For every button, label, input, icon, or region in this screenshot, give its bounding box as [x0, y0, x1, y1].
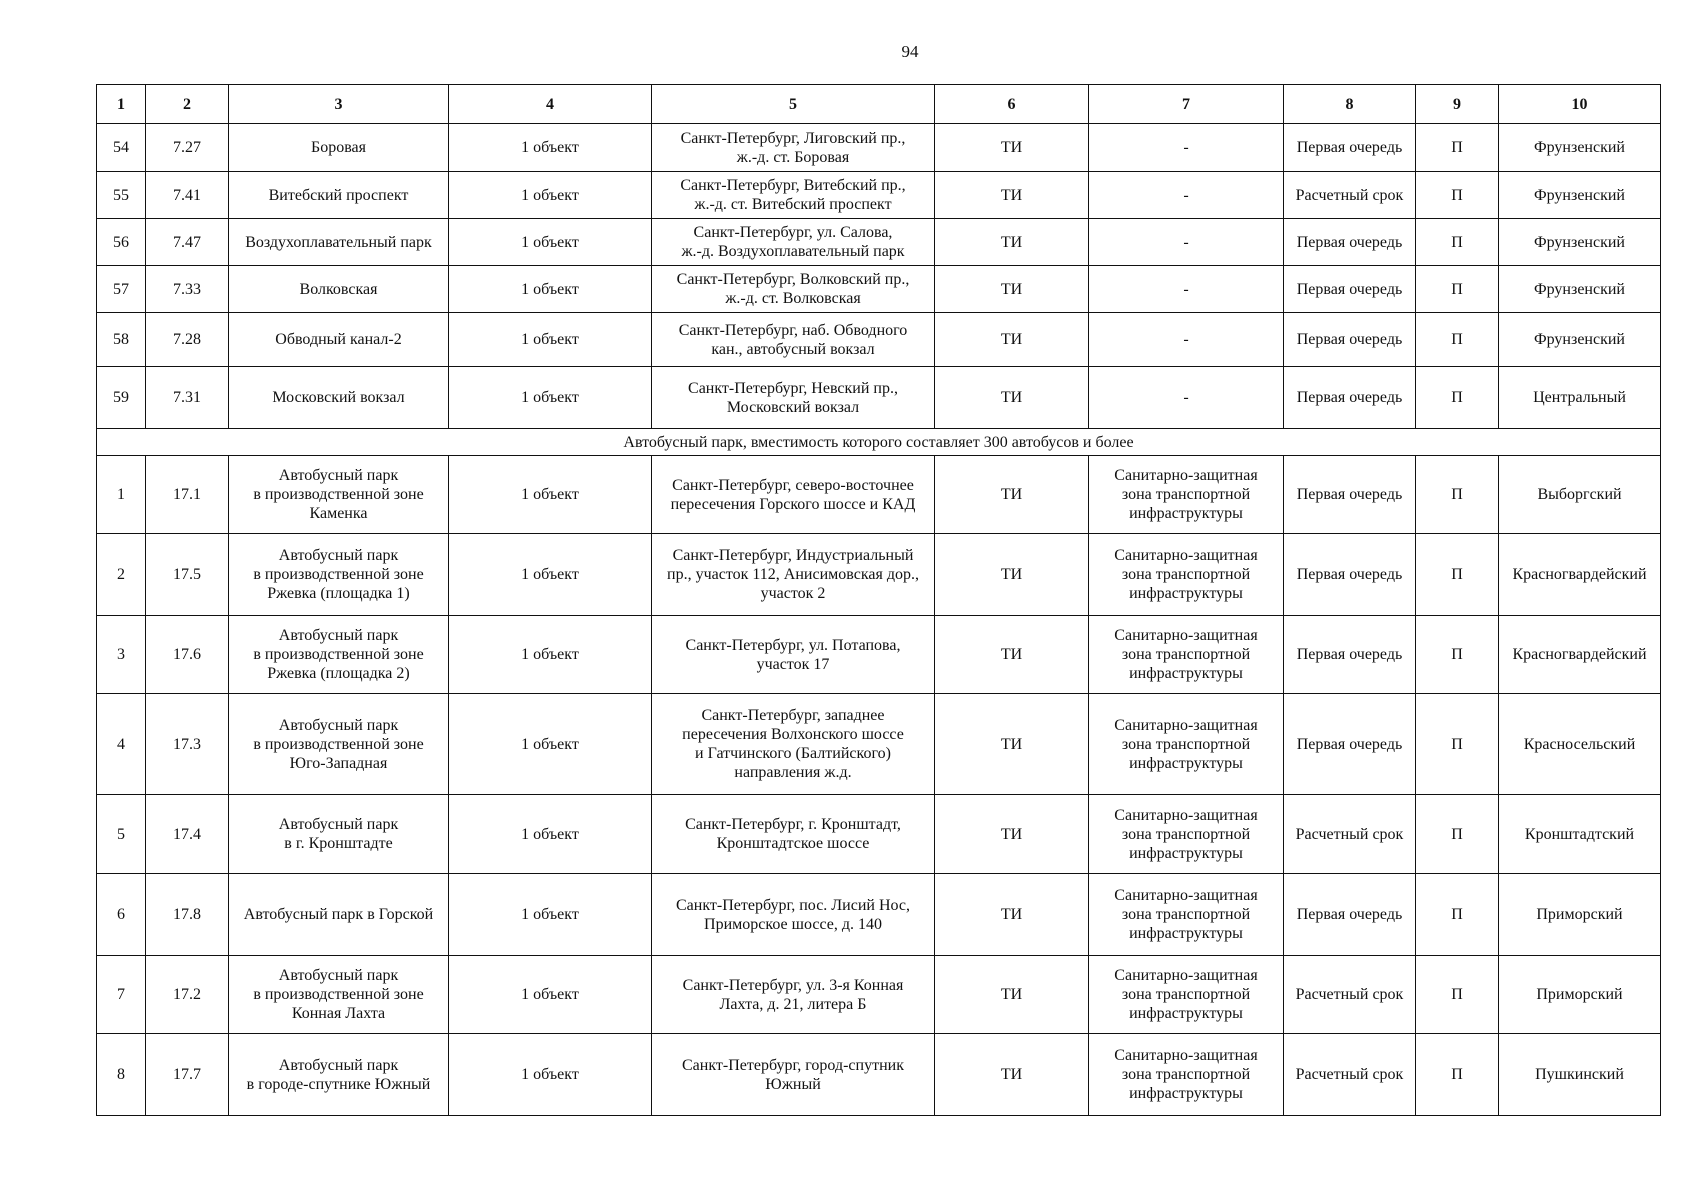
row-stage: Первая очередь — [1284, 367, 1416, 429]
row-number: 1 — [97, 456, 146, 534]
row-location: Санкт-Петербург, г. Кронштадт, Кронштадтское шоссе — [652, 795, 935, 874]
row-stage: Расчетный срок — [1284, 172, 1416, 219]
row-stage: Первая очередь — [1284, 124, 1416, 172]
row-code: 17.5 — [146, 534, 229, 616]
row-number: 58 — [97, 313, 146, 367]
table-row — [97, 124, 1661, 172]
row-district: Красногвардейский — [1499, 616, 1661, 694]
row-location: Санкт-Петербург, Витебский пр., ж.-д. ст. Витебский проспект — [652, 172, 935, 219]
table-row — [97, 367, 1661, 429]
row-stage: Первая очередь — [1284, 534, 1416, 616]
row-status: П — [1416, 266, 1499, 313]
row-type: ТИ — [935, 172, 1089, 219]
row-district: Фрунзенский — [1499, 266, 1661, 313]
row-type: ТИ — [935, 795, 1089, 874]
row-district: Центральный — [1499, 367, 1661, 429]
row-count: 1 объект — [449, 456, 652, 534]
table-row — [97, 456, 1661, 534]
section-title: Автобусный парк, вместимость которого составляет 300 автобусов и более — [97, 429, 1661, 456]
row-stage: Первая очередь — [1284, 313, 1416, 367]
row-count: 1 объект — [449, 795, 652, 874]
row-number: 57 — [97, 266, 146, 313]
row-code: 17.1 — [146, 456, 229, 534]
row-stage: Первая очередь — [1284, 874, 1416, 956]
row-location: Санкт-Петербург, город-спутник Южный — [652, 1034, 935, 1116]
row-number: 55 — [97, 172, 146, 219]
row-stage: Первая очередь — [1284, 616, 1416, 694]
row-status: П — [1416, 172, 1499, 219]
row-name: Автобусный парк в городе-спутнике Южный — [229, 1034, 449, 1116]
row-name: Витебский проспект — [229, 172, 449, 219]
row-district: Пушкинский — [1499, 1034, 1661, 1116]
row-zone: - — [1089, 367, 1284, 429]
row-location: Санкт-Петербург, Невский пр., Московский вокзал — [652, 367, 935, 429]
row-location: Санкт-Петербург, Лиговский пр., ж.-д. ст. Боровая — [652, 124, 935, 172]
column-header: 1 — [97, 85, 146, 124]
row-type: ТИ — [935, 219, 1089, 266]
section-row — [97, 429, 1661, 456]
row-code: 7.47 — [146, 219, 229, 266]
row-status: П — [1416, 456, 1499, 534]
table-row — [97, 956, 1661, 1034]
row-count: 1 объект — [449, 367, 652, 429]
row-zone: Санитарно-защитная зона транспортной инфраструктуры — [1089, 795, 1284, 874]
row-code: 17.7 — [146, 1034, 229, 1116]
row-number: 54 — [97, 124, 146, 172]
row-zone: - — [1089, 313, 1284, 367]
row-district: Кронштадтский — [1499, 795, 1661, 874]
row-code: 7.41 — [146, 172, 229, 219]
row-code: 17.3 — [146, 694, 229, 795]
row-count: 1 объект — [449, 124, 652, 172]
row-zone: - — [1089, 266, 1284, 313]
row-status: П — [1416, 313, 1499, 367]
row-number: 7 — [97, 956, 146, 1034]
row-district: Приморский — [1499, 874, 1661, 956]
column-header: 9 — [1416, 85, 1499, 124]
row-zone: Санитарно-защитная зона транспортной инфраструктуры — [1089, 694, 1284, 795]
row-type: ТИ — [935, 313, 1089, 367]
row-stage: Первая очередь — [1284, 456, 1416, 534]
row-zone: - — [1089, 124, 1284, 172]
row-name: Боровая — [229, 124, 449, 172]
row-number: 3 — [97, 616, 146, 694]
row-number: 56 — [97, 219, 146, 266]
row-district: Приморский — [1499, 956, 1661, 1034]
row-type: ТИ — [935, 367, 1089, 429]
column-header: 5 — [652, 85, 935, 124]
row-district: Выборгский — [1499, 456, 1661, 534]
row-name: Автобусный парк в производственной зоне Ржевка (площадка 2) — [229, 616, 449, 694]
row-location: Санкт-Петербург, наб. Обводного кан., автобусный вокзал — [652, 313, 935, 367]
row-district: Красносельский — [1499, 694, 1661, 795]
row-status: П — [1416, 367, 1499, 429]
row-number: 4 — [97, 694, 146, 795]
row-district: Фрунзенский — [1499, 313, 1661, 367]
row-code: 17.6 — [146, 616, 229, 694]
row-stage: Первая очередь — [1284, 266, 1416, 313]
row-number: 5 — [97, 795, 146, 874]
row-district: Красногвардейский — [1499, 534, 1661, 616]
row-status: П — [1416, 616, 1499, 694]
row-code: 7.27 — [146, 124, 229, 172]
row-stage: Расчетный срок — [1284, 1034, 1416, 1116]
row-location: Санкт-Петербург, ул. Потапова, участок 17 — [652, 616, 935, 694]
table-row — [97, 874, 1661, 956]
page-number: 94 — [901, 42, 919, 61]
row-district: Фрунзенский — [1499, 124, 1661, 172]
row-count: 1 объект — [449, 1034, 652, 1116]
row-location: Санкт-Петербург, северо-восточнее пересечения Горского шоссе и КАД — [652, 456, 935, 534]
row-status: П — [1416, 534, 1499, 616]
table-row — [97, 694, 1661, 795]
row-zone: Санитарно-защитная зона транспортной инфраструктуры — [1089, 534, 1284, 616]
row-name: Автобусный парк в производственной зоне Конная Лахта — [229, 956, 449, 1034]
table-row — [97, 534, 1661, 616]
row-type: ТИ — [935, 456, 1089, 534]
row-stage: Первая очередь — [1284, 694, 1416, 795]
row-code: 17.4 — [146, 795, 229, 874]
row-type: ТИ — [935, 534, 1089, 616]
table-header-row — [97, 85, 1661, 124]
row-type: ТИ — [935, 124, 1089, 172]
row-location: Санкт-Петербург, Индустриальный пр., участок 112, Анисимовская дор., участок 2 — [652, 534, 935, 616]
row-zone: Санитарно-защитная зона транспортной инфраструктуры — [1089, 1034, 1284, 1116]
row-type: ТИ — [935, 1034, 1089, 1116]
row-stage: Расчетный срок — [1284, 795, 1416, 874]
row-district: Фрунзенский — [1499, 172, 1661, 219]
row-name: Автобусный парк в производственной зоне Каменка — [229, 456, 449, 534]
row-number: 8 — [97, 1034, 146, 1116]
row-count: 1 объект — [449, 534, 652, 616]
row-type: ТИ — [935, 694, 1089, 795]
row-status: П — [1416, 1034, 1499, 1116]
row-location: Санкт-Петербург, пос. Лисий Нос, Приморское шоссе, д. 140 — [652, 874, 935, 956]
row-district: Фрунзенский — [1499, 219, 1661, 266]
column-header: 7 — [1089, 85, 1284, 124]
row-name: Автобусный парк в Горской — [229, 874, 449, 956]
row-type: ТИ — [935, 616, 1089, 694]
row-status: П — [1416, 874, 1499, 956]
row-location: Санкт-Петербург, западнее пересечения Волхонского шоссе и Гатчинского (Балтийского) направления ж.д. — [652, 694, 935, 795]
row-count: 1 объект — [449, 616, 652, 694]
row-zone: Санитарно-защитная зона транспортной инфраструктуры — [1089, 956, 1284, 1034]
column-header: 4 — [449, 85, 652, 124]
row-number: 59 — [97, 367, 146, 429]
row-name: Автобусный парк в производственной зоне Юго-Западная — [229, 694, 449, 795]
row-location: Санкт-Петербург, ул. 3-я Конная Лахта, д. 21, литера Б — [652, 956, 935, 1034]
row-number: 2 — [97, 534, 146, 616]
row-count: 1 объект — [449, 956, 652, 1034]
row-location: Санкт-Петербург, ул. Салова, ж.-д. Воздухоплавательный парк — [652, 219, 935, 266]
row-code: 17.8 — [146, 874, 229, 956]
row-zone: - — [1089, 172, 1284, 219]
row-zone: - — [1089, 219, 1284, 266]
table-row — [97, 616, 1661, 694]
row-status: П — [1416, 124, 1499, 172]
row-name: Воздухоплавательный парк — [229, 219, 449, 266]
row-code: 7.28 — [146, 313, 229, 367]
column-header: 10 — [1499, 85, 1661, 124]
row-count: 1 объект — [449, 266, 652, 313]
row-zone: Санитарно-защитная зона транспортной инфраструктуры — [1089, 456, 1284, 534]
row-name: Автобусный парк в производственной зоне Ржевка (площадка 1) — [229, 534, 449, 616]
row-count: 1 объект — [449, 874, 652, 956]
row-status: П — [1416, 694, 1499, 795]
row-name: Московский вокзал — [229, 367, 449, 429]
row-count: 1 объект — [449, 219, 652, 266]
row-name: Автобусный парк в г. Кронштадте — [229, 795, 449, 874]
row-type: ТИ — [935, 266, 1089, 313]
row-name: Обводный канал-2 — [229, 313, 449, 367]
row-code: 7.31 — [146, 367, 229, 429]
row-status: П — [1416, 956, 1499, 1034]
row-number: 6 — [97, 874, 146, 956]
row-zone: Санитарно-защитная зона транспортной инфраструктуры — [1089, 874, 1284, 956]
column-header: 8 — [1284, 85, 1416, 124]
row-count: 1 объект — [449, 172, 652, 219]
row-code: 7.33 — [146, 266, 229, 313]
table-row — [97, 795, 1661, 874]
table-row — [97, 313, 1661, 367]
row-name: Волковская — [229, 266, 449, 313]
column-header: 3 — [229, 85, 449, 124]
row-stage: Расчетный срок — [1284, 956, 1416, 1034]
row-count: 1 объект — [449, 313, 652, 367]
table-row — [97, 1034, 1661, 1116]
table-row — [97, 172, 1661, 219]
row-location: Санкт-Петербург, Волковский пр., ж.-д. ст. Волковская — [652, 266, 935, 313]
row-code: 17.2 — [146, 956, 229, 1034]
infrastructure-table — [96, 84, 1661, 1116]
row-type: ТИ — [935, 956, 1089, 1034]
row-stage: Первая очередь — [1284, 219, 1416, 266]
row-zone: Санитарно-защитная зона транспортной инфраструктуры — [1089, 616, 1284, 694]
column-header: 2 — [146, 85, 229, 124]
row-count: 1 объект — [449, 694, 652, 795]
row-type: ТИ — [935, 874, 1089, 956]
table-row — [97, 219, 1661, 266]
table-row — [97, 266, 1661, 313]
row-status: П — [1416, 219, 1499, 266]
column-header: 6 — [935, 85, 1089, 124]
row-status: П — [1416, 795, 1499, 874]
